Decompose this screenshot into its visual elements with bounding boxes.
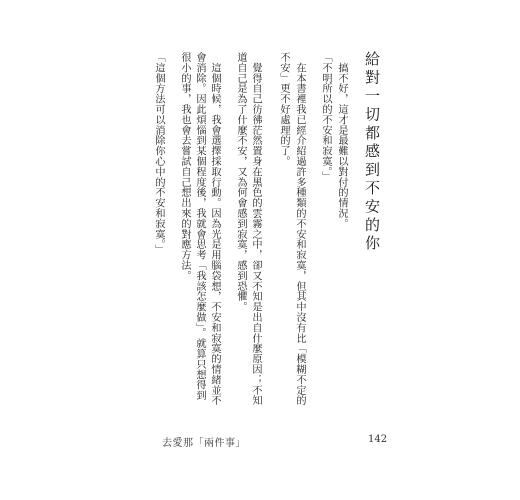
text-column: 在本書裡我已經介紹過許多種類的不安和寂寞，但其中沒有比「模糊不定的 (294, 52, 305, 406)
text-column: 「不明所以的不安和寂寞。」 (320, 52, 331, 183)
text-column: 道自己是為了什麼不安，又為何會感到寂寞，感到恐懼。 (235, 52, 246, 312)
text-column: 搞不好，這才是最難以對付的情況。 (336, 52, 347, 229)
text-column: 不安」更不好處理的了。 (278, 52, 289, 167)
text-column: 「這個方法可以消除你心中的不安和寂寞。」 (153, 52, 164, 255)
running-footer-book-title: 去愛那「兩件事」 (162, 438, 246, 449)
text-column: 很小的事，我也會去嘗試自己想出來的對應方法。 (179, 52, 190, 281)
chapter-title: 給對一切都感到不安的你 (363, 51, 381, 254)
text-column: 覺得自己彷彿茫然置身在黑色的雲霧之中，卻又不知是出自什麼原因；不知 (250, 52, 261, 406)
page-number: 142 (368, 434, 388, 445)
text-column: 這個時候，我會選擇採取行動。因為光是用腦袋想，不安和寂寞的情緒並不 (209, 52, 220, 406)
text-column: 會消除。因此煩惱到某個程度後，我就會思考「我該怎麼做」。就算只想得到 (194, 52, 205, 401)
